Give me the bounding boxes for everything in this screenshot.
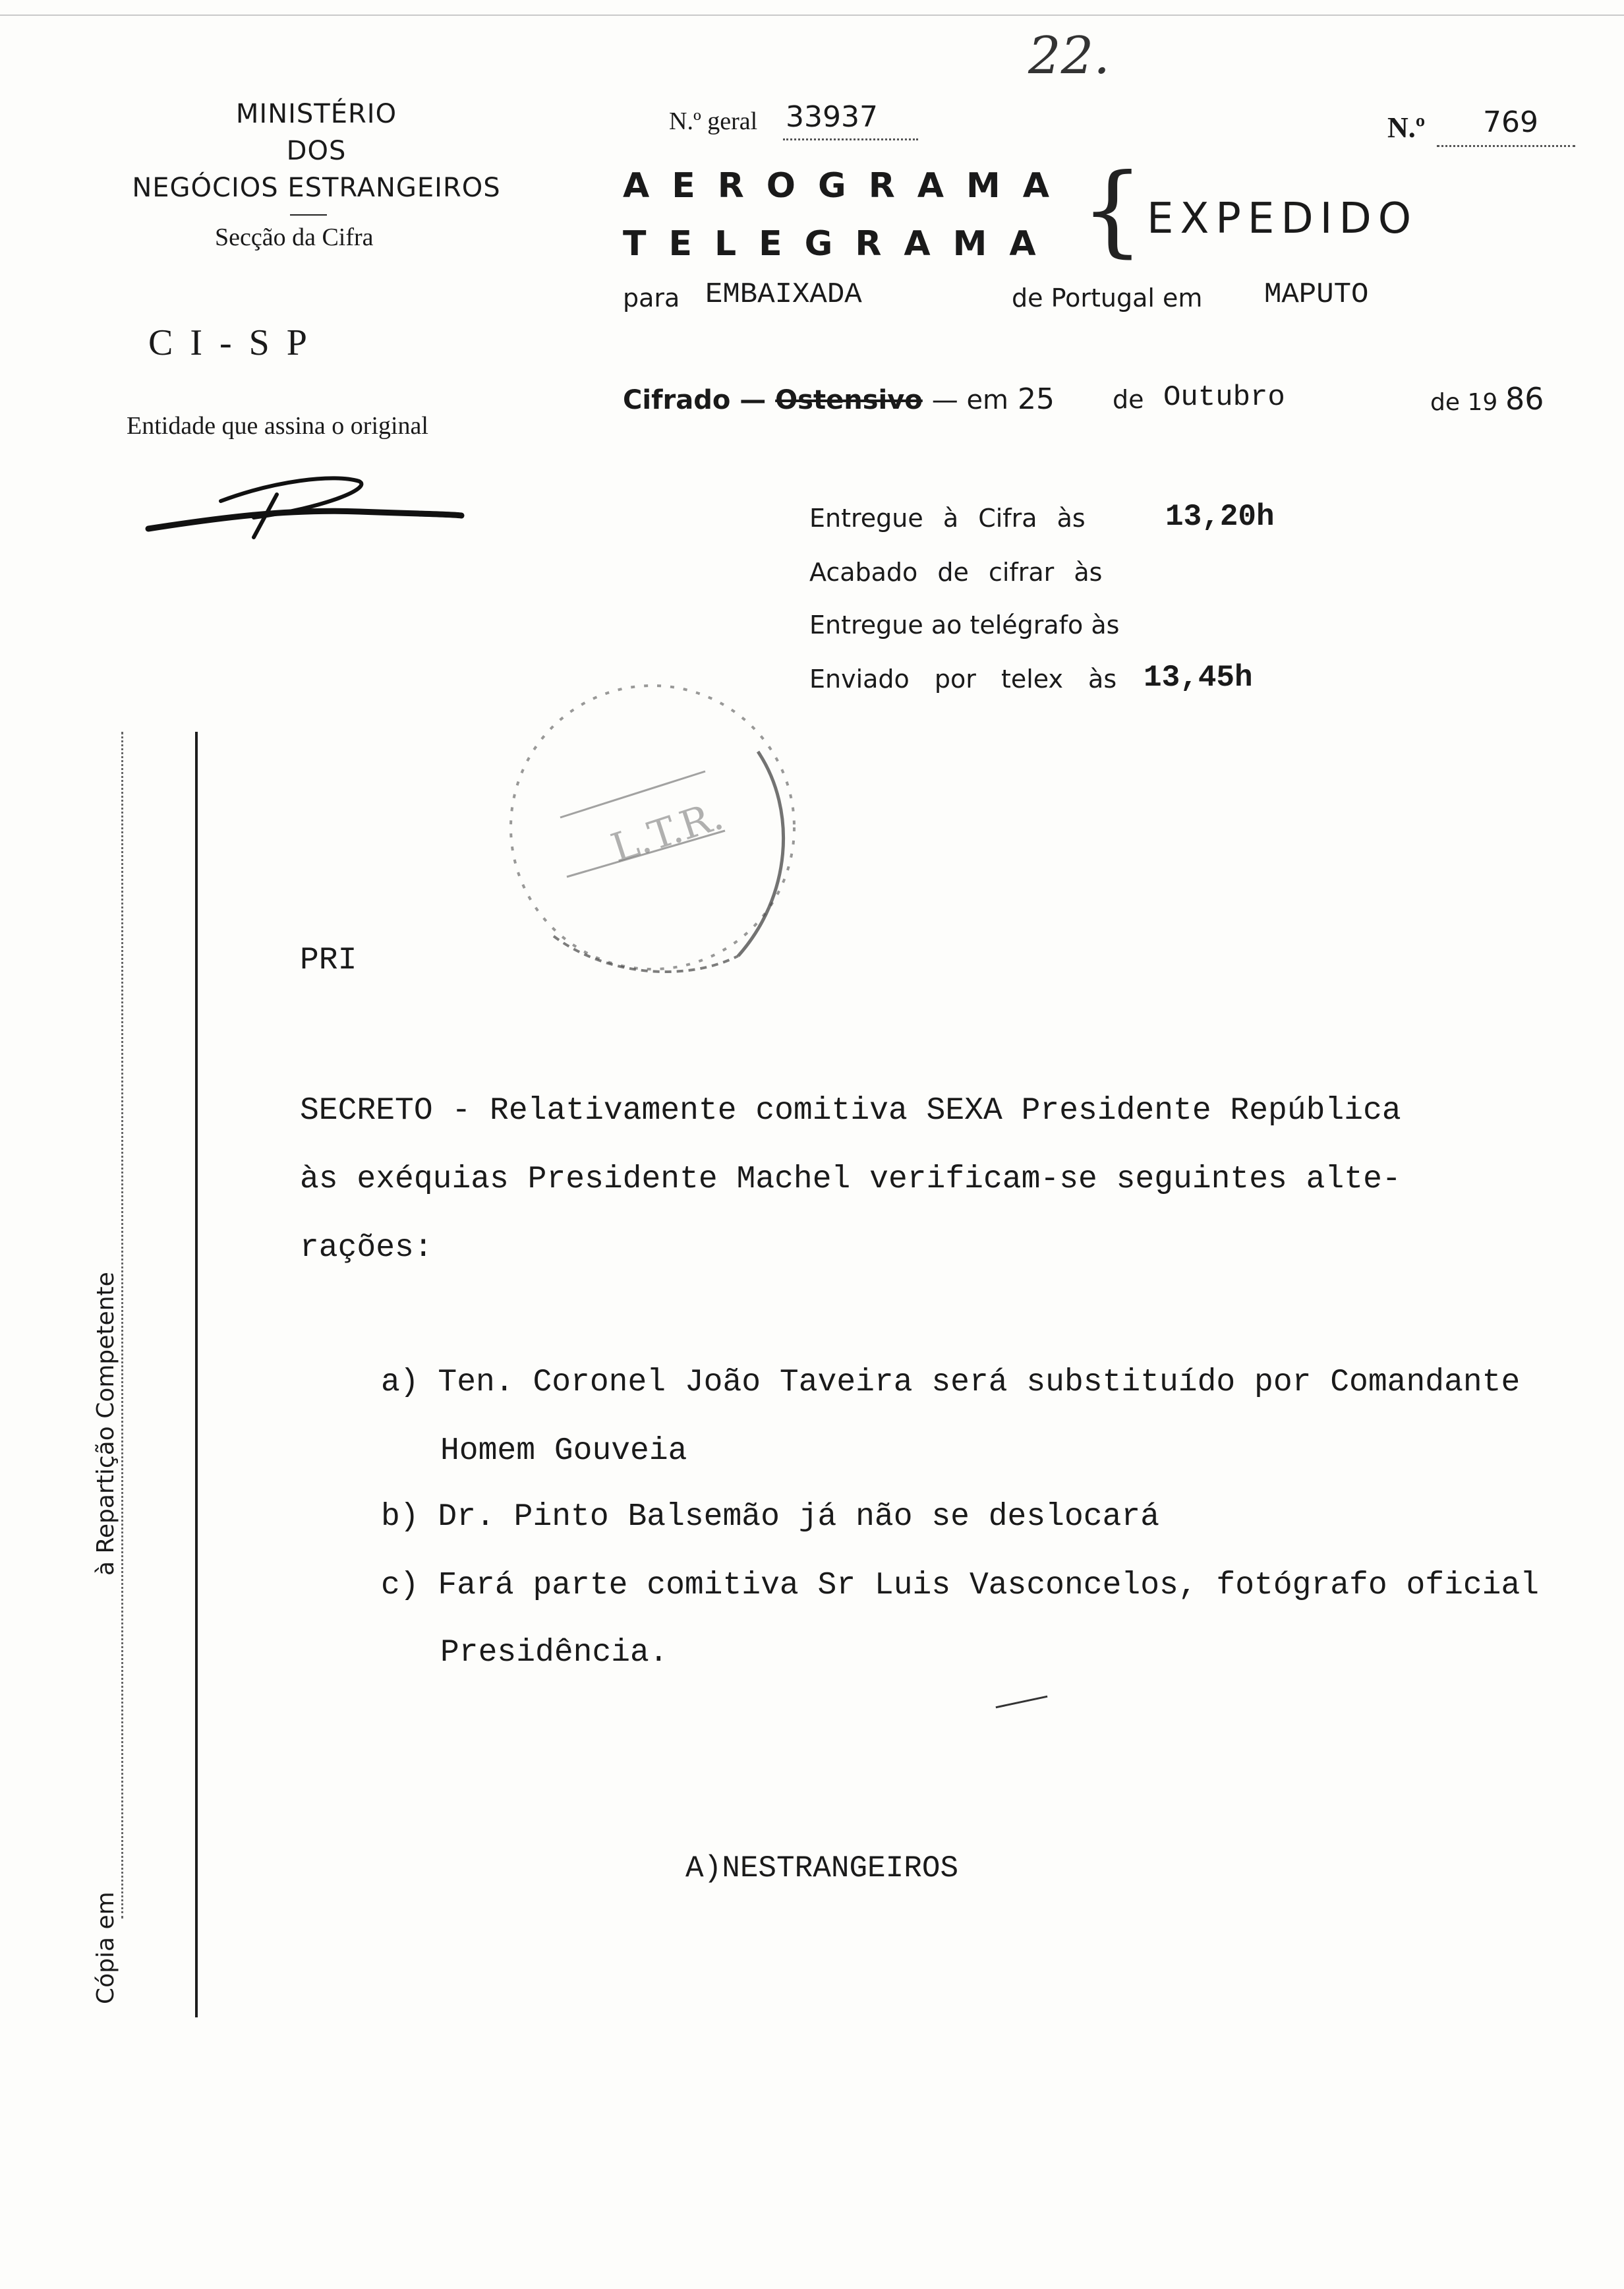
geral-value: [783, 100, 918, 140]
year-suffix: 86: [1505, 381, 1544, 417]
entregue-cifra-label: Entregue à Cifra às: [809, 504, 1086, 533]
body-para-line-3: rações:: [300, 1230, 433, 1266]
item-c-line-1: c) Fará parte comitiva Sr Luis Vasconcelos, fotógrafo oficial: [381, 1568, 1540, 1603]
para-label: para: [623, 283, 680, 312]
geral-label: N.º geral: [669, 107, 758, 135]
stray-mark: [996, 1696, 1048, 1709]
number-label: N.º: [1387, 111, 1426, 144]
ministry-line-1: MINISTÉRIO: [235, 99, 397, 129]
enviado-telex-label: Enviado por telex às: [809, 665, 1117, 694]
sender-signature: A)NESTRANGEIROS: [685, 1851, 959, 1886]
handwritten-code: C I - S P: [148, 322, 311, 363]
de-portugal-label: de Portugal em: [1012, 283, 1203, 312]
copia-dotted-line: [121, 732, 123, 1918]
year-prefix: de 19: [1430, 389, 1498, 416]
body-para-line-2: às exéquias Presidente Machel verificam-se seguintes alte-: [300, 1162, 1401, 1197]
ministry-line-3: NEGÓCIOS ESTRANGEIROS: [132, 173, 501, 203]
section-label: Secção da Cifra: [215, 223, 374, 251]
telegrama-label: TELEGRAMA: [623, 224, 1058, 264]
month-value: Outubro: [1163, 381, 1285, 414]
reparticao-competente-label: à Repartição Competente: [92, 1272, 119, 1576]
day-value: 25: [1017, 382, 1055, 416]
brace-divider: {: [1081, 153, 1144, 268]
number-digits: 769: [1483, 105, 1538, 139]
top-edge-line: [0, 15, 1624, 16]
priority-code: PRI: [300, 943, 357, 978]
margin-rule: [195, 732, 198, 2017]
entregue-telegrafo-label: Entregue ao telégrafo às: [809, 610, 1120, 639]
geral-number: 33937: [786, 100, 878, 134]
ministry-line-2: DOS: [286, 136, 347, 166]
para-value: EMBAIXADA: [705, 278, 862, 311]
aerograma-label: AEROGRAMA: [623, 166, 1072, 206]
expedido-status: EXPEDIDO: [1147, 194, 1418, 243]
em-label: — em: [931, 385, 1009, 415]
number-value: [1437, 105, 1575, 147]
signature-scribble: [142, 455, 471, 541]
ostensivo-struck: Ostensivo: [775, 385, 923, 415]
signing-entity-label: Entidade que assina o original: [127, 412, 428, 440]
copia-em-label: Cópia em: [92, 1891, 119, 2004]
item-a-line-2: Homem Gouveia: [440, 1433, 687, 1469]
handwritten-page-number: 22.: [1028, 26, 1111, 86]
entregue-cifra-value: 13,20h: [1165, 500, 1275, 534]
cifrado-text: Cifrado —: [623, 385, 767, 415]
item-b: b) Dr. Pinto Balsemão já não se deslocará: [381, 1499, 1159, 1535]
circular-stamp: [488, 659, 830, 1002]
item-a-line-1: a) Ten. Coronel João Taveira será substituído por Comandante: [381, 1365, 1521, 1400]
city-value: MAPUTO: [1264, 278, 1369, 311]
de-label: de: [1113, 385, 1144, 414]
acabado-cifrar-label: Acabado de cifrar às: [809, 558, 1103, 587]
svg-text:L.T.R.: L.T.R.: [606, 792, 729, 872]
body-para-line-1: SECRETO - Relativamente comitiva SEXA Presidente República: [300, 1093, 1401, 1129]
cifrado-label: [623, 382, 1055, 416]
item-c-line-2: Presidência.: [440, 1635, 668, 1671]
ministry-rule: [290, 214, 327, 216]
enviado-telex-value: 13,45h: [1144, 661, 1253, 695]
